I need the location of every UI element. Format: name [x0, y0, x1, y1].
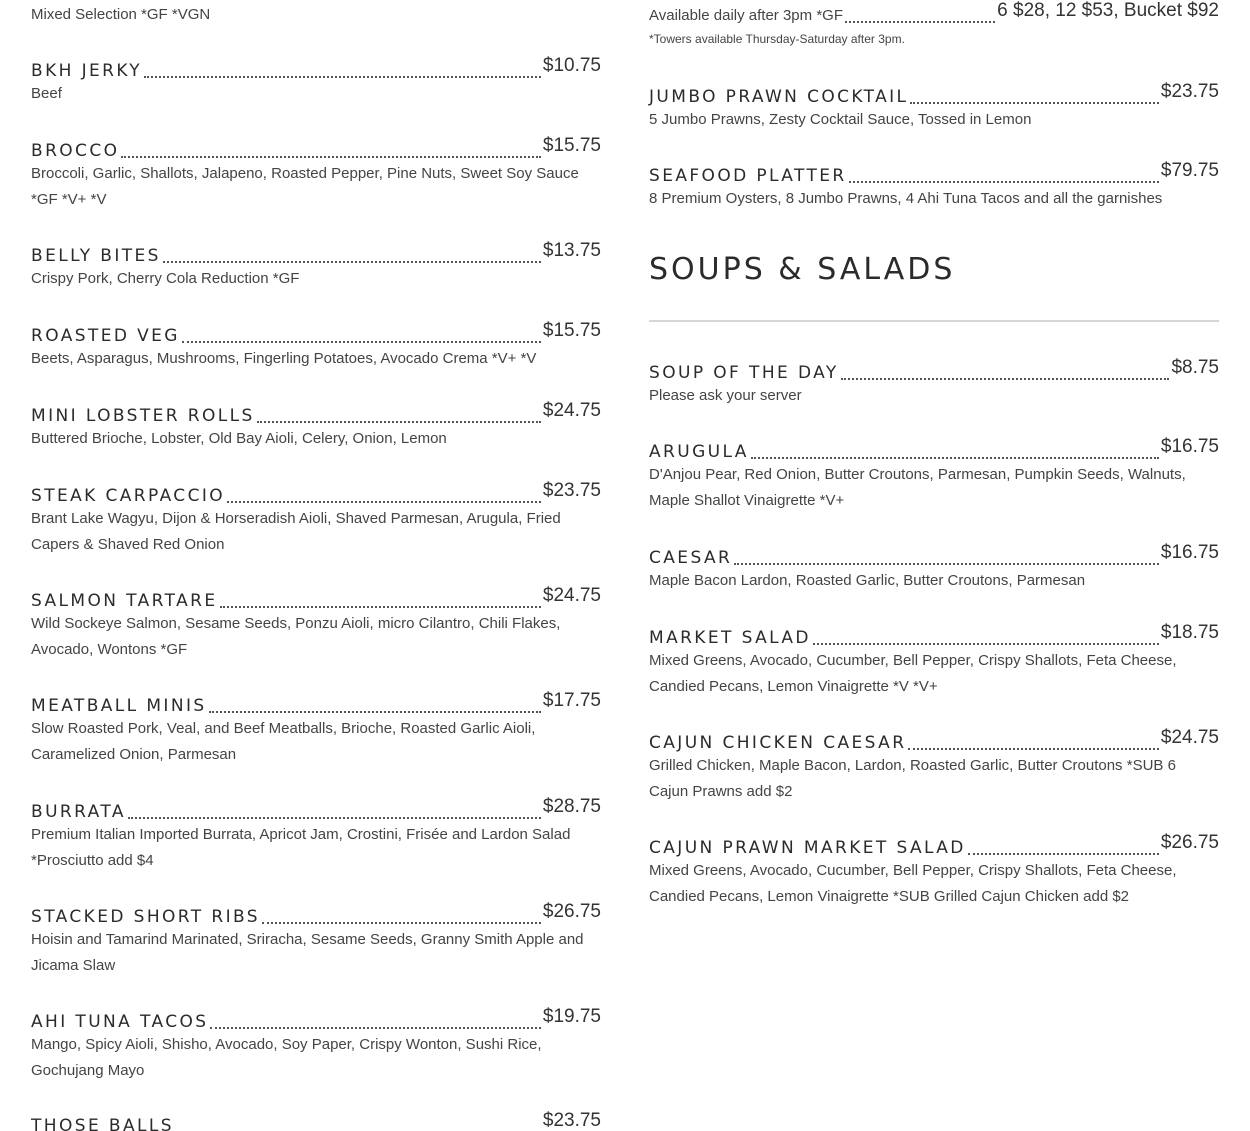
menu-item	[649, 832, 1219, 909]
menu-item	[649, 542, 1219, 594]
dot-leader	[845, 21, 995, 23]
item-price: $15.75	[542, 135, 601, 156]
section-divider	[649, 320, 1219, 322]
dot-leader	[968, 853, 1159, 855]
item-header	[649, 436, 1219, 462]
item-description: Hoisin and Tamarind Marinated, Sriracha, Sesame Seeds, Granny Smith Apple and Jicama Slaw	[31, 931, 584, 974]
item-header	[649, 832, 1219, 858]
item-header	[31, 1110, 601, 1131]
item-price: $23.75	[542, 1110, 601, 1131]
item-header	[31, 135, 601, 161]
item-description: Maple Bacon Lardon, Roasted Garlic, Butter Croutons, Parmesan	[649, 572, 1086, 589]
item-price: $10.75	[542, 55, 601, 76]
menu-item	[31, 690, 601, 767]
dot-leader	[841, 378, 1170, 380]
dot-leader	[220, 606, 541, 608]
menu-item	[31, 240, 601, 292]
item-header	[649, 727, 1219, 753]
item-name: AHI TUNA TACOS	[31, 1012, 209, 1032]
menu-item	[649, 727, 1219, 804]
item-description: Brant Lake Wagyu, Dijon & Horseradish Aioli, Shaved Parmesan, Arugula, Fried Capers & Shaved Red Onion	[31, 510, 561, 553]
item-header	[649, 542, 1219, 568]
dot-leader	[209, 711, 541, 713]
towers-note: *Towers available Thursday-Saturday after 3pm.	[649, 32, 905, 46]
item-name: SEAFOOD PLATTER	[649, 166, 847, 186]
item-description: Wild Sockeye Salmon, Sesame Seeds, Ponzu Aioli, micro Cilantro, Chili Flakes, Avocado, Wontons *GF	[31, 615, 561, 658]
menu-item	[649, 357, 1219, 409]
dot-leader	[182, 341, 541, 343]
item-header	[31, 901, 601, 927]
item-header	[31, 480, 601, 506]
item-name: STACKED SHORT RIBS	[31, 907, 260, 927]
section-title: SOUPS & SALADS	[649, 252, 956, 287]
item-price: $26.75	[542, 901, 601, 922]
item-header	[31, 320, 601, 346]
top-item-description: Mixed Selection *GF *VGN	[31, 6, 211, 23]
menu-item	[649, 81, 1219, 133]
item-name: THOSE BALLS	[31, 1116, 174, 1131]
item-header	[649, 357, 1219, 383]
item-price: $28.75	[542, 796, 601, 817]
item-header	[31, 400, 601, 426]
menu-item	[31, 480, 601, 557]
item-description: Beets, Asparagus, Mushrooms, Fingerling Potatoes, Avocado Crema *V+ *V	[31, 350, 537, 367]
item-header	[31, 55, 601, 81]
item-name: JUMBO PRAWN COCKTAIL	[649, 87, 909, 107]
item-name: STEAK CARPACCIO	[31, 486, 226, 506]
dot-leader	[144, 76, 541, 78]
item-description: Buttered Brioche, Lobster, Old Bay Aioli, Celery, Onion, Lemon	[31, 430, 447, 447]
item-price: $79.75	[1160, 160, 1219, 181]
item-name: MINI LOBSTER ROLLS	[31, 406, 255, 426]
item-description: Mixed Greens, Avocado, Cucumber, Bell Pepper, Crispy Shallots, Feta Cheese, Candied Pecans, Lemon Vinaigrette *V *V+	[649, 652, 1177, 695]
item-price: $26.75	[1160, 832, 1219, 853]
dot-leader	[210, 1027, 540, 1029]
item-header	[31, 796, 601, 822]
item-name: MARKET SALAD	[649, 628, 811, 648]
item-description: 5 Jumbo Prawns, Zesty Cocktail Sauce, Tossed in Lemon	[649, 111, 1032, 128]
menu-item	[31, 901, 601, 978]
dot-leader	[908, 748, 1158, 750]
item-description: Crispy Pork, Cherry Cola Reduction *GF	[31, 270, 300, 287]
menu-item	[31, 1006, 601, 1083]
item-price: $23.75	[542, 480, 601, 501]
item-name: ARUGULA	[649, 442, 749, 462]
item-name: CAJUN CHICKEN CAESAR	[649, 733, 907, 753]
item-price: $16.75	[1160, 436, 1219, 457]
item-header	[649, 160, 1219, 186]
menu-item	[31, 320, 601, 372]
item-name: SALMON TARTARE	[31, 591, 218, 611]
item-price: $23.75	[1160, 81, 1219, 102]
menu-item	[649, 436, 1219, 513]
item-name: CAESAR	[649, 548, 733, 568]
menu-item	[31, 796, 601, 873]
item-description: Beef	[31, 85, 62, 102]
item-name: BROCCO	[31, 141, 120, 161]
item-header	[31, 1006, 601, 1032]
item-header	[31, 585, 601, 611]
item-price: $17.75	[542, 690, 601, 711]
menu-item	[31, 55, 601, 107]
dot-leader	[262, 922, 541, 924]
item-description: Mixed Greens, Avocado, Cucumber, Bell Pepper, Crispy Shallots, Feta Cheese, Candied Pecans, Lemon Vinaigrette *SUB Grilled Cajun Chicken add $2	[649, 862, 1177, 905]
item-price: $19.75	[542, 1006, 601, 1027]
item-name: ROASTED VEG	[31, 326, 180, 346]
dot-leader	[734, 563, 1159, 565]
item-price: 6 $28, 12 $53, Bucket $92	[997, 0, 1219, 21]
item-description: Please ask your server	[649, 387, 802, 404]
menu-item	[649, 160, 1219, 212]
item-header	[649, 0, 1219, 26]
dot-leader	[910, 102, 1158, 104]
item-description: Premium Italian Imported Burrata, Apricot Jam, Crostini, Frisée and Lardon Salad *Prosciutto add $4	[31, 826, 571, 869]
item-header	[31, 690, 601, 716]
item-name: BURRATA	[31, 802, 126, 822]
item-price: $24.75	[542, 585, 601, 606]
item-description: D'Anjou Pear, Red Onion, Butter Croutons, Parmesan, Pumpkin Seeds, Walnuts, Maple Shallot Vinaigrette *V+	[649, 466, 1186, 509]
item-price: $24.75	[1160, 727, 1219, 748]
item-price: $8.75	[1171, 357, 1219, 378]
menu-item	[31, 1110, 601, 1131]
item-name: MEATBALL MINIS	[31, 696, 207, 716]
item-price: $24.75	[542, 400, 601, 421]
item-name: BELLY BITES	[31, 246, 161, 266]
item-header	[649, 622, 1219, 648]
item-name: BKH JERKY	[31, 61, 143, 81]
menu-item	[31, 400, 601, 452]
item-header	[649, 81, 1219, 107]
item-description: Mango, Spicy Aioli, Shisho, Avocado, Soy Paper, Crispy Wonton, Sushi Rice, Gochujang Mayo	[31, 1036, 542, 1079]
dot-leader	[849, 181, 1159, 183]
item-description: Slow Roasted Pork, Veal, and Beef Meatballs, Brioche, Roasted Garlic Aioli, Caramelized Onion, Parmesan	[31, 720, 536, 763]
dot-leader	[813, 643, 1159, 645]
item-price: $18.75	[1160, 622, 1219, 643]
item-header	[31, 240, 601, 266]
top-item-description: Available daily after 3pm *GF	[649, 7, 843, 24]
item-description: Grilled Chicken, Maple Bacon, Lardon, Roasted Garlic, Butter Croutons *SUB 6 Cajun Prawns add $2	[649, 757, 1176, 800]
item-description: Broccoli, Garlic, Shallots, Jalapeno, Roasted Pepper, Pine Nuts, Sweet Soy Sauce *GF *V+ *V	[31, 165, 579, 208]
dot-leader	[227, 501, 541, 503]
dot-leader	[751, 457, 1159, 459]
item-price: $15.75	[542, 320, 601, 341]
menu-item	[31, 585, 601, 662]
item-name: SOUP OF THE DAY	[649, 363, 839, 383]
dot-leader	[163, 261, 541, 263]
dot-leader	[257, 421, 541, 423]
menu-item	[649, 622, 1219, 699]
item-description: 8 Premium Oysters, 8 Jumbo Prawns, 4 Ahi Tuna Tacos and all the garnishes	[649, 190, 1163, 207]
dot-leader	[128, 817, 541, 819]
item-price: $16.75	[1160, 542, 1219, 563]
item-name: CAJUN PRAWN MARKET SALAD	[649, 838, 966, 858]
item-price: $13.75	[542, 240, 601, 261]
menu-item	[31, 135, 601, 212]
dot-leader	[121, 156, 540, 158]
menu-item	[649, 0, 1219, 26]
